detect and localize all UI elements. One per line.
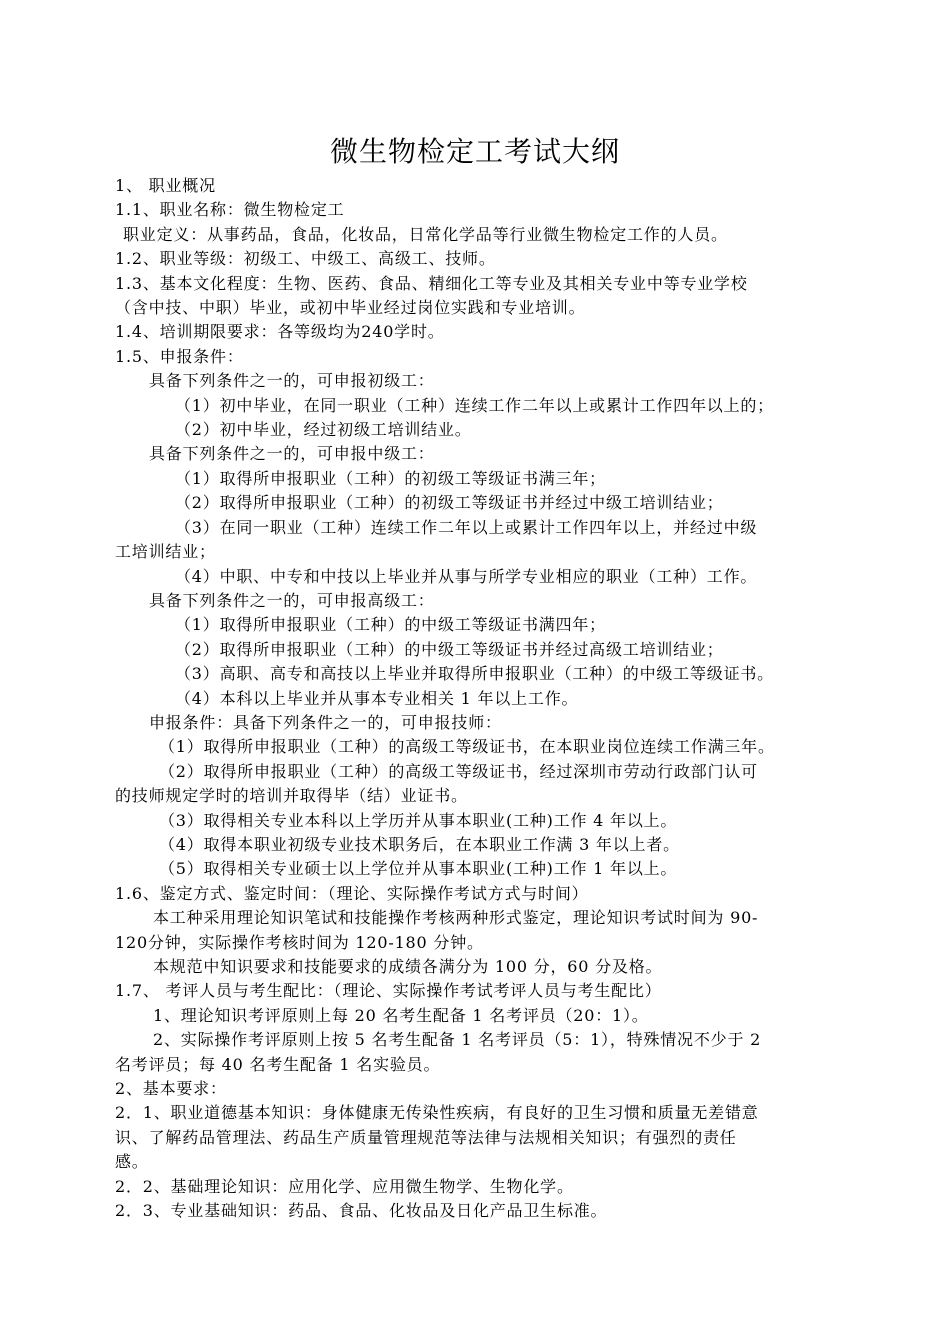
- text-line: 1.6、鉴定方式、鉴定时间：（理论、实际操作考试方式与时间）: [115, 883, 589, 903]
- document-title: 微生物检定工考试大纲: [329, 135, 620, 168]
- text-line: 1.3、基本文化程度：生物、医药、食品、精细化工等专业及其相关专业中等专业学校: [115, 273, 748, 293]
- text-line: （4）取得本职业初级专业技术职务后，在本职业工作满 3 年以上者。: [159, 834, 680, 854]
- text-line: 1.1、职业名称：微生物检定工: [115, 200, 345, 220]
- text-line: （2）取得所申报职业（工种）的初级工等级证书并经过中级工培训结业；: [175, 493, 724, 513]
- text-line: （3）高职、高专和高技以上毕业并取得所申报职业（工种）的中级工等级证书。: [175, 664, 774, 684]
- text-line: （4）本科以上毕业并从事本专业相关 1 年以上工作。: [175, 688, 579, 708]
- text-line: （1）取得所申报职业（工种）的初级工等级证书满三年；: [175, 468, 606, 488]
- text-line: 2．2、基础理论知识：应用化学、应用微生物学、生物化学。: [115, 1176, 574, 1196]
- text-line: （1）取得所申报职业（工种）的高级工等级证书，在本职业岗位连续工作满三年。: [159, 737, 775, 757]
- text-line: （3）在同一职业（工种）连续工作二年以上或累计工作四年以上，并经过中级: [175, 517, 758, 537]
- text-line: 1、 职业概况: [115, 176, 216, 195]
- text-line: （5）取得相关专业硕士以上学位并从事本职业(工种)工作 1 年以上。: [159, 859, 678, 879]
- text-line: 1.7、 考评人员与考生配比：（理论、实际操作考试考评人员与考生配比）: [115, 981, 662, 1001]
- text-line: 2．3、专业基础知识：药品、食品、化妆品及日化产品卫生标准。: [115, 1201, 608, 1221]
- text-line: 名考评员；每 40 名考生配备 1 名实验员。: [115, 1054, 441, 1074]
- text-line: 1.2、职业等级：初级工、中级工、高级工、技师。: [115, 249, 496, 269]
- text-line: 具备下列条件之一的，可申报高级工：: [149, 590, 435, 610]
- text-line: 120分钟，实际操作考核时间为 120-180 分钟。: [115, 932, 484, 952]
- text-line: 识、了解药品管理法、药品生产质量管理规范等法律与法规相关知识；有强烈的责任: [115, 1127, 737, 1147]
- text-line: 的技师规定学时的培训并取得毕（结）业证书。: [115, 786, 468, 806]
- text-line: 感。: [115, 1152, 149, 1172]
- text-line: 本工种采用理论知识笔试和技能操作考核两种形式鉴定，理论知识考试时间为 90-: [153, 908, 759, 928]
- text-line: 本规范中知识要求和技能要求的成绩各满分为 100 分，60 分及格。: [153, 957, 663, 976]
- text-line: 1.5、申报条件：: [115, 346, 244, 366]
- text-line: （2）取得所申报职业（工种）的中级工等级证书并经过高级工培训结业；: [175, 639, 724, 659]
- text-line: 工培训结业；: [115, 542, 216, 562]
- text-line: 1.4、培训期限要求：各等级均为240学时。: [115, 322, 445, 342]
- text-line: 具备下列条件之一的，可申报中级工：: [149, 444, 435, 464]
- text-line: （3）取得相关专业本科以上学历并从事本职业(工种)工作 4 年以上。: [159, 810, 678, 830]
- text-line: 2、实际操作考评原则上按 5 名考生配备 1 名考评员（5：1），特殊情况不少于 2: [153, 1030, 762, 1050]
- text-line: （含中技、中职）毕业，或初中毕业经过岗位实践和专业培训。: [115, 298, 586, 318]
- text-line: 2、基本要求：: [115, 1079, 227, 1099]
- text-line: （2）取得所申报职业（工种）的高级工等级证书，经过深圳市劳动行政部门认可: [159, 761, 758, 781]
- document-body: [115, 174, 840, 1223]
- text-line: （2）初中毕业，经过初级工培训结业。: [175, 420, 472, 440]
- text-line: （1）取得所申报职业（工种）的中级工等级证书满四年；: [175, 615, 606, 635]
- text-line: 2．1、职业道德基本知识：身体健康无传染性疾病，有良好的卫生习惯和质量无差错意: [115, 1103, 759, 1123]
- text-line: 申报条件：具备下列条件之一的，可申报技师：: [149, 712, 502, 732]
- text-line: （4）中职、中专和中技以上毕业并从事与所学专业相应的职业（工种）工作。: [175, 566, 758, 586]
- text-line: 具备下列条件之一的，可申报初级工：: [149, 371, 435, 391]
- text-line: 1、理论知识考评原则上每 20 名考生配备 1 名考评员（20：1）。: [153, 1005, 649, 1025]
- text-line: 职业定义：从事药品，食品，化妆品，日常化学品等行业微生物检定工作的人员。: [123, 224, 728, 244]
- text-line: （1）初中毕业，在同一职业（工种）连续工作二年以上或累计工作四年以上的；: [175, 395, 774, 415]
